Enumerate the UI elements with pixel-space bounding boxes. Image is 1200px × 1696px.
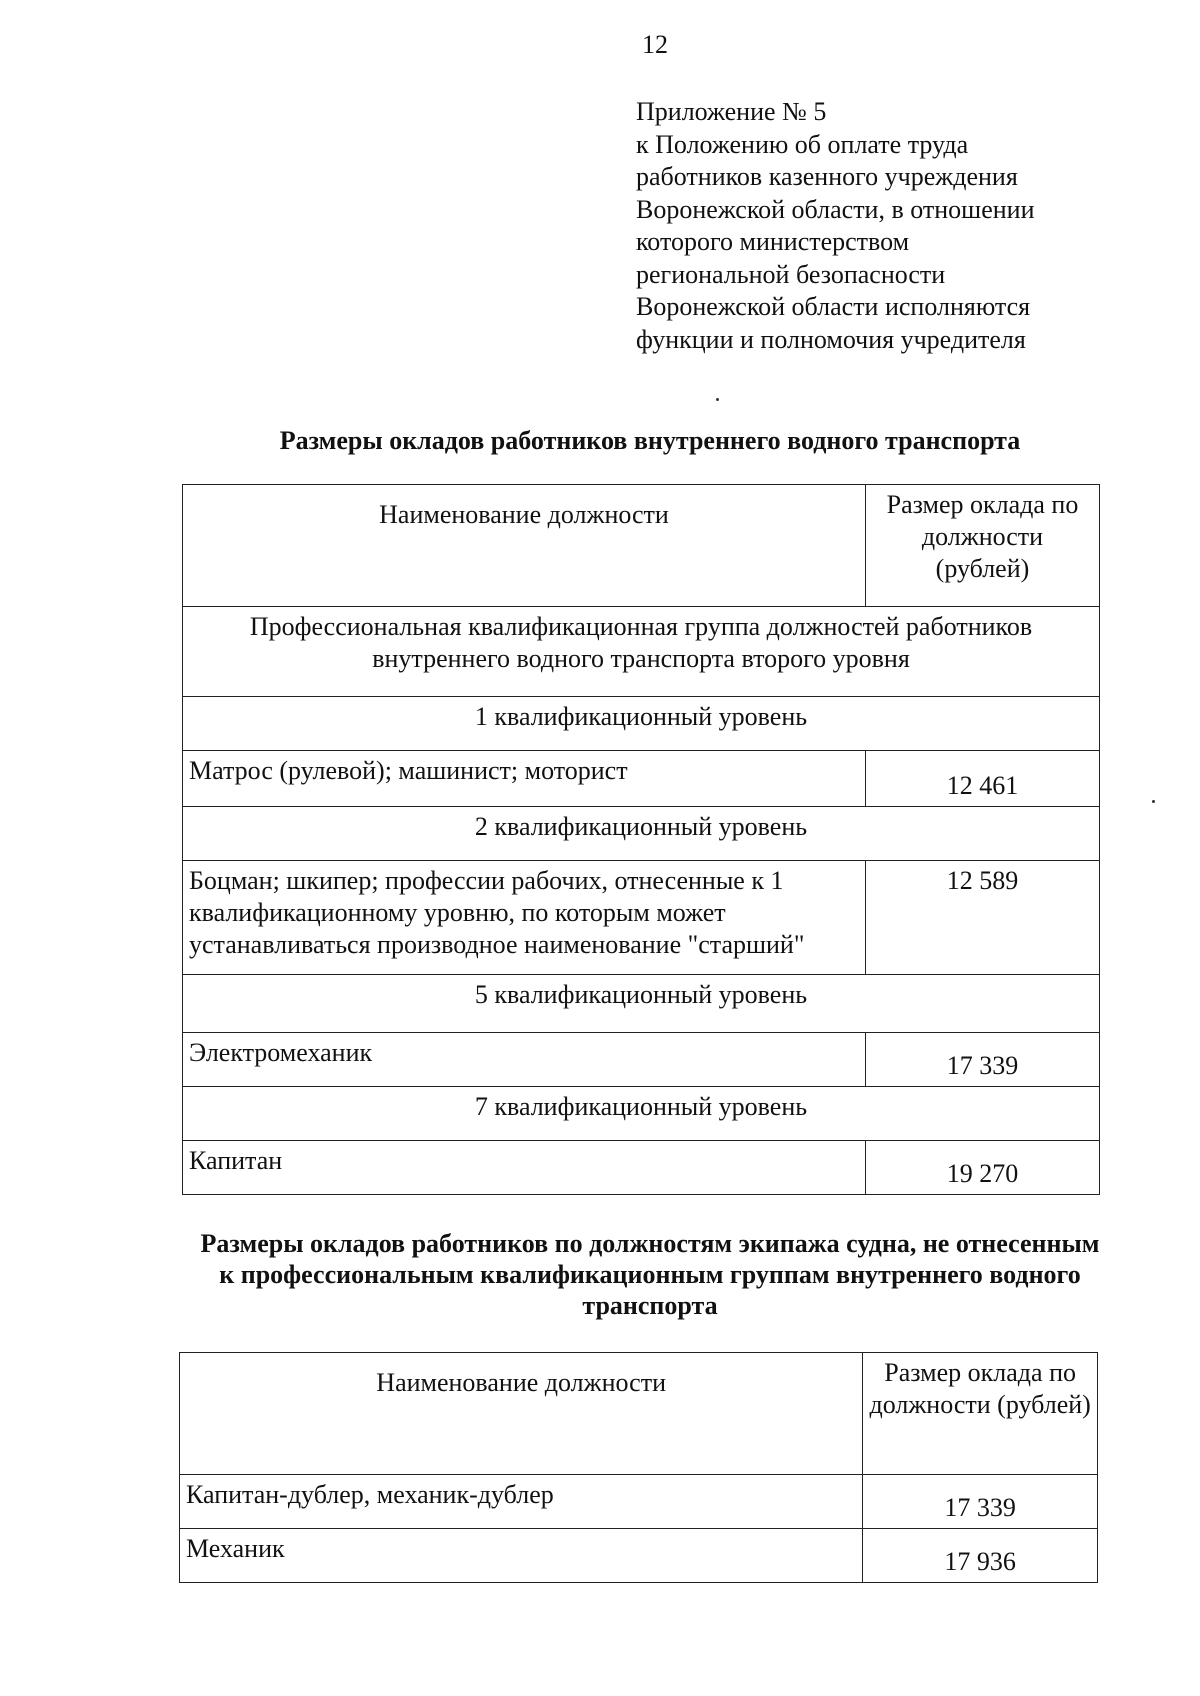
appendix-line: к Положению об оплате труда bbox=[636, 129, 969, 159]
level-row bbox=[183, 807, 1100, 861]
level-row bbox=[183, 1087, 1100, 1141]
appendix-line: региональной безопасности bbox=[636, 259, 946, 289]
table-row bbox=[183, 751, 1100, 807]
salary-value: 17 936 bbox=[863, 1529, 1098, 1583]
header-position-name: Наименование должности bbox=[180, 1353, 863, 1475]
salary-value: 19 270 bbox=[865, 1141, 1099, 1195]
table1-title: Размеры окладов работников внутреннего водного транспорта bbox=[279, 426, 1021, 455]
level-row bbox=[183, 697, 1100, 751]
table2-title: Размеры окладов работников по должностям экипажа судна, не отнесенным к профессиональным квалификационным группам внутреннего водного транспорта bbox=[200, 1229, 1100, 1320]
qualification-group: Профессиональная квалификационная группа должностей работников внутреннего водного транспорта второго уровня bbox=[183, 607, 1100, 697]
table-row bbox=[183, 861, 1100, 975]
qualification-level: 7 квалификационный уровень bbox=[183, 1087, 1100, 1141]
appendix-line: которого министерством bbox=[636, 227, 910, 256]
scan-speck bbox=[1152, 800, 1155, 803]
salary-table-vessel-crew bbox=[179, 1352, 1098, 1583]
table-row bbox=[180, 1475, 1098, 1529]
header-salary: Размер оклада по должности (рублей) bbox=[865, 485, 1099, 607]
salary-value: 12 461 bbox=[865, 751, 1099, 807]
page-number: 12 bbox=[642, 30, 668, 59]
position-name: Капитан bbox=[183, 1141, 866, 1195]
table-row bbox=[180, 1529, 1098, 1583]
appendix-block bbox=[636, 96, 1136, 356]
salary-value: 12 589 bbox=[865, 861, 1099, 975]
qualification-level: 2 квалификационный уровень bbox=[183, 807, 1100, 861]
header-position-name: Наименование должности bbox=[183, 485, 866, 607]
table-row bbox=[183, 1033, 1100, 1087]
appendix-line: Воронежской области, в отношении bbox=[636, 194, 1035, 224]
scan-speck bbox=[716, 398, 719, 401]
salary-value: 17 339 bbox=[863, 1475, 1098, 1529]
appendix-line: работников казенного учреждения bbox=[636, 162, 1018, 191]
salary-table-inland-water-transport bbox=[182, 484, 1100, 1195]
qualification-level: 5 квалификационный уровень bbox=[183, 975, 1100, 1033]
table-row bbox=[183, 1141, 1100, 1195]
appendix-line: функции и полномочия учредителя bbox=[636, 324, 1026, 354]
header-salary: Размер оклада по должности (рублей) bbox=[863, 1353, 1098, 1475]
position-name: Механик bbox=[180, 1529, 863, 1583]
level-row bbox=[183, 975, 1100, 1033]
appendix-line: Приложение № 5 bbox=[636, 97, 827, 126]
position-name: Капитан-дублер, механик-дублер bbox=[180, 1475, 863, 1529]
table-header-row bbox=[180, 1353, 1098, 1475]
position-name: Боцман; шкипер; профессии рабочих, отнесенные к 1 квалификационному уровню, по которым может устанавливаться производное наименование "старший" bbox=[183, 861, 866, 975]
position-name: Электромеханик bbox=[183, 1033, 866, 1087]
salary-value: 17 339 bbox=[865, 1033, 1099, 1087]
qualification-group-row bbox=[183, 607, 1100, 697]
table-header-row bbox=[183, 485, 1100, 607]
appendix-line: Воронежской области исполняются bbox=[636, 292, 1031, 321]
qualification-level: 1 квалификационный уровень bbox=[183, 697, 1100, 751]
position-name: Матрос (рулевой); машинист; моторист bbox=[183, 751, 866, 807]
